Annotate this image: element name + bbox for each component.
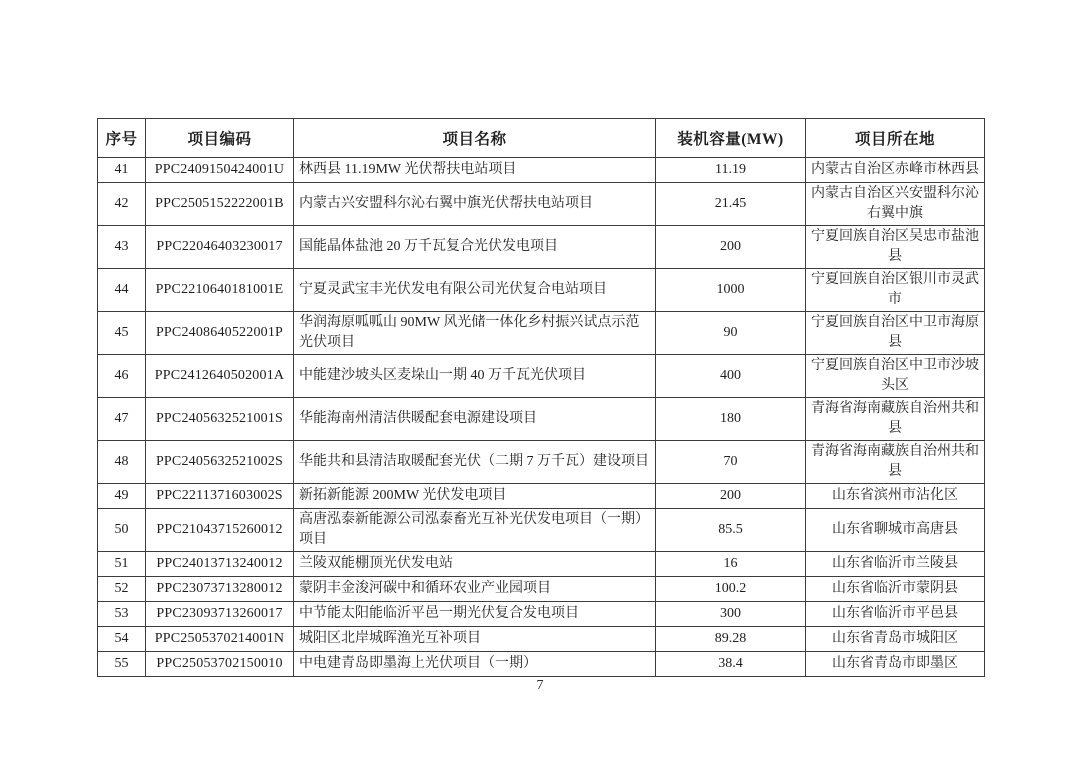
table-row <box>98 484 985 509</box>
cell-location: 内蒙古自治区赤峰市林西县 <box>806 158 985 183</box>
cell-capacity: 200 <box>656 484 806 509</box>
cell-seq: 42 <box>98 183 146 226</box>
cell-seq: 47 <box>98 398 146 441</box>
table-body <box>98 158 985 677</box>
cell-name: 兰陵双能棚顶光伏发电站 <box>294 552 656 577</box>
cell-code: PPC2210640181001E <box>146 269 294 312</box>
cell-capacity: 200 <box>656 226 806 269</box>
cell-capacity: 16 <box>656 552 806 577</box>
cell-name: 林西县 11.19MW 光伏帮扶电站项目 <box>294 158 656 183</box>
cell-name: 宁夏灵武宝丰光伏发电有限公司光伏复合电站项目 <box>294 269 656 312</box>
cell-capacity: 21.45 <box>656 183 806 226</box>
cell-name: 华能共和县清洁取暖配套光伏（二期 7 万千瓦）建设项目 <box>294 441 656 484</box>
cell-location: 宁夏回族自治区中卫市海原县 <box>806 312 985 355</box>
cell-name: 中能建沙坡头区麦垛山一期 40 万千瓦光伏项目 <box>294 355 656 398</box>
cell-seq: 48 <box>98 441 146 484</box>
cell-capacity: 100.2 <box>656 577 806 602</box>
cell-capacity: 89.28 <box>656 627 806 652</box>
header-name: 项目名称 <box>294 119 656 158</box>
cell-name: 中节能太阳能临沂平邑一期光伏复合发电项目 <box>294 602 656 627</box>
cell-code: PPC25053702150010 <box>146 652 294 677</box>
cell-name: 华润海原呱呱山 90MW 风光储一体化乡村振兴试点示范光伏项目 <box>294 312 656 355</box>
cell-capacity: 300 <box>656 602 806 627</box>
table-row <box>98 158 985 183</box>
cell-seq: 50 <box>98 509 146 552</box>
cell-name: 新拓新能源 200MW 光伏发电项目 <box>294 484 656 509</box>
header-code: 项目编码 <box>146 119 294 158</box>
table-row <box>98 652 985 677</box>
cell-code: PPC2405632521001S <box>146 398 294 441</box>
cell-seq: 45 <box>98 312 146 355</box>
cell-location: 宁夏回族自治区吴忠市盐池县 <box>806 226 985 269</box>
cell-name: 中电建青岛即墨海上光伏项目（一期） <box>294 652 656 677</box>
cell-name: 城阳区北岸城晖渔光互补项目 <box>294 627 656 652</box>
cell-code: PPC2408640522001P <box>146 312 294 355</box>
table-row <box>98 269 985 312</box>
cell-code: PPC23073713280012 <box>146 577 294 602</box>
cell-capacity: 38.4 <box>656 652 806 677</box>
header-row <box>98 119 985 158</box>
cell-location: 山东省滨州市沾化区 <box>806 484 985 509</box>
header-seq: 序号 <box>98 119 146 158</box>
table-row <box>98 226 985 269</box>
cell-seq: 54 <box>98 627 146 652</box>
cell-capacity: 400 <box>656 355 806 398</box>
cell-code: PPC2505370214001N <box>146 627 294 652</box>
cell-name: 高唐泓泰新能源公司泓泰畜光互补光伏发电项目（一期）项目 <box>294 509 656 552</box>
cell-location: 山东省青岛市城阳区 <box>806 627 985 652</box>
table-row <box>98 355 985 398</box>
cell-code: PPC22046403230017 <box>146 226 294 269</box>
cell-seq: 43 <box>98 226 146 269</box>
cell-capacity: 1000 <box>656 269 806 312</box>
table-row <box>98 552 985 577</box>
cell-location: 山东省青岛市即墨区 <box>806 652 985 677</box>
cell-name: 国能晶体盐池 20 万千瓦复合光伏发电项目 <box>294 226 656 269</box>
table-row <box>98 627 985 652</box>
cell-location: 宁夏回族自治区银川市灵武市 <box>806 269 985 312</box>
cell-seq: 49 <box>98 484 146 509</box>
cell-location: 山东省临沂市兰陵县 <box>806 552 985 577</box>
cell-location: 山东省临沂市平邑县 <box>806 602 985 627</box>
cell-location: 青海省海南藏族自治州共和县 <box>806 398 985 441</box>
cell-seq: 55 <box>98 652 146 677</box>
cell-location: 山东省临沂市蒙阴县 <box>806 577 985 602</box>
table-row <box>98 509 985 552</box>
table-row <box>98 602 985 627</box>
cell-location: 山东省聊城市高唐县 <box>806 509 985 552</box>
cell-code: PPC2211371603002S <box>146 484 294 509</box>
page-number: 7 <box>536 678 544 693</box>
cell-code: PPC24013713240012 <box>146 552 294 577</box>
projects-table <box>97 118 985 677</box>
cell-code: PPC2505152222001B <box>146 183 294 226</box>
cell-seq: 44 <box>98 269 146 312</box>
cell-capacity: 11.19 <box>656 158 806 183</box>
cell-location: 宁夏回族自治区中卫市沙坡头区 <box>806 355 985 398</box>
header-capacity: 装机容量(MW) <box>656 119 806 158</box>
cell-name: 华能海南州清洁供暖配套电源建设项目 <box>294 398 656 441</box>
cell-name: 蒙阴丰金浚河碳中和循环农业产业园项目 <box>294 577 656 602</box>
cell-location: 内蒙古自治区兴安盟科尔沁右翼中旗 <box>806 183 985 226</box>
cell-location: 青海省海南藏族自治州共和县 <box>806 441 985 484</box>
header-location: 项目所在地 <box>806 119 985 158</box>
cell-capacity: 85.5 <box>656 509 806 552</box>
cell-seq: 52 <box>98 577 146 602</box>
cell-capacity: 70 <box>656 441 806 484</box>
cell-code: PPC23093713260017 <box>146 602 294 627</box>
cell-seq: 53 <box>98 602 146 627</box>
cell-seq: 51 <box>98 552 146 577</box>
cell-capacity: 90 <box>656 312 806 355</box>
cell-code: PPC2409150424001U <box>146 158 294 183</box>
table-row <box>98 183 985 226</box>
cell-seq: 41 <box>98 158 146 183</box>
cell-code: PPC2412640502001A <box>146 355 294 398</box>
table-row <box>98 398 985 441</box>
cell-name: 内蒙古兴安盟科尔沁右翼中旗光伏帮扶电站项目 <box>294 183 656 226</box>
cell-code: PPC2405632521002S <box>146 441 294 484</box>
cell-capacity: 180 <box>656 398 806 441</box>
table-row <box>98 312 985 355</box>
table-row <box>98 441 985 484</box>
cell-seq: 46 <box>98 355 146 398</box>
cell-code: PPC21043715260012 <box>146 509 294 552</box>
table-row <box>98 577 985 602</box>
